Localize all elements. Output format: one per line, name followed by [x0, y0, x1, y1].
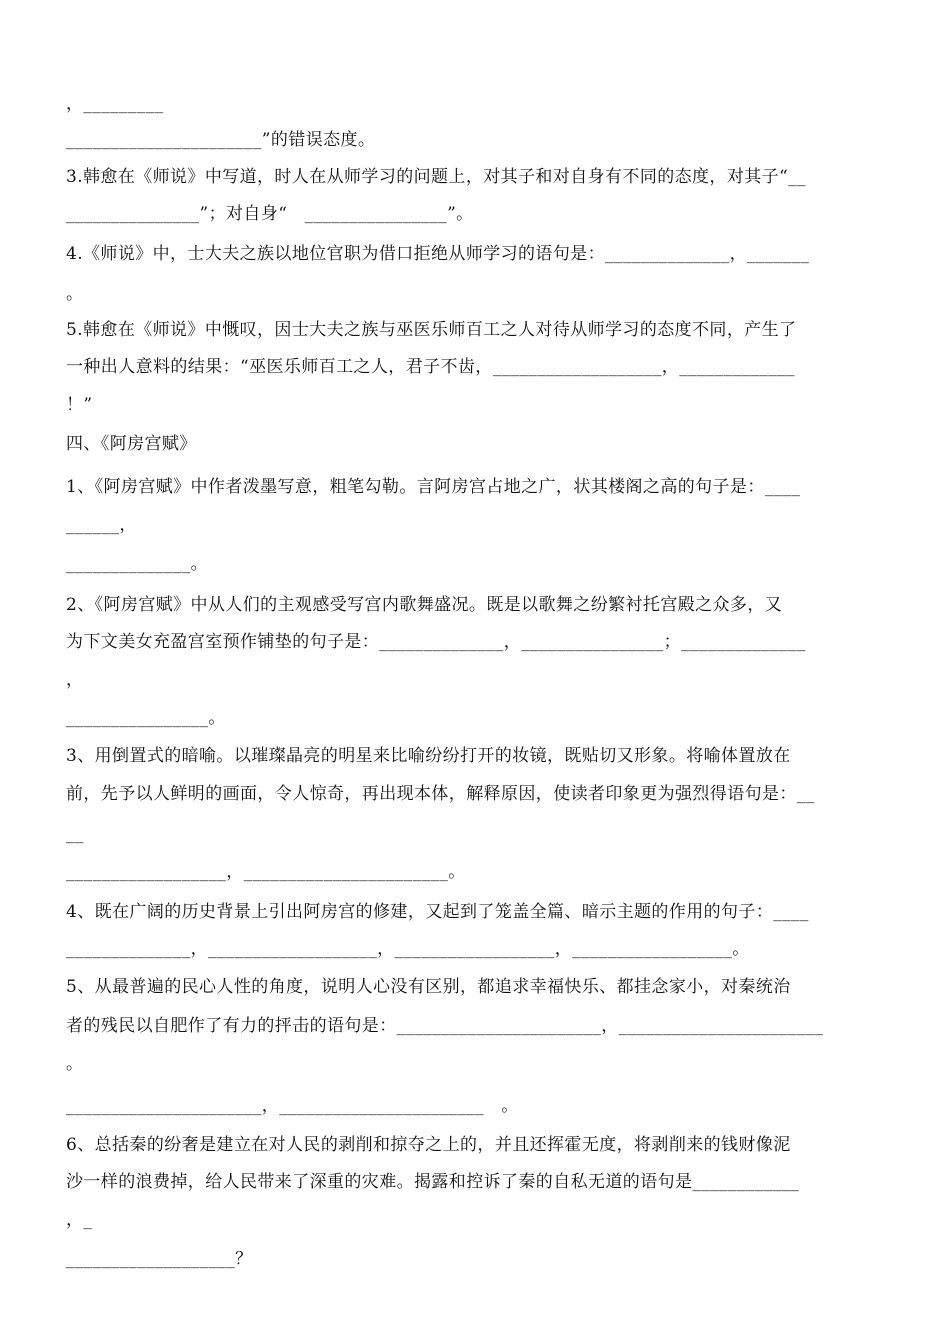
text-line: 5.韩愈在《师说》中慨叹，因士大夫之族与巫医乐师百工之人对待从师学习的态度不同，产生了: [66, 320, 797, 340]
text-line: ___________________？: [66, 1249, 253, 1269]
text-line: 4、既在广阔的历史背景上引出阿房宫的修建，又起到了笼盖全篇、暗示主题的作用的句子：____: [66, 902, 809, 922]
text-line: 5、从最普遍的民心人性的角度，说明人心没有区别，都追求幸福快乐、都挂念家小，对秦统治: [66, 977, 791, 997]
text-line: _______________”；对自身“ ________________”。: [66, 204, 474, 224]
text-line: ，_: [66, 1210, 93, 1230]
text-line: ______________，___________________，__________________，__________________。: [66, 939, 750, 959]
text-line: ！”: [66, 395, 93, 415]
text-line: 。: [66, 1054, 84, 1074]
text-line: ________________。: [66, 708, 226, 728]
text-line: ，: [66, 670, 84, 690]
text-line: ______________。: [66, 554, 208, 574]
text-line: 者的残民以自肥作了有力的抨击的语句是：_______________________，_______________________: [66, 1016, 824, 1036]
text-line: ，_________: [66, 94, 164, 114]
text-line: 沙一样的浪费掉，给人民带来了深重的灾难。揭露和控诉了秦的自私无道的语句是____________: [66, 1172, 800, 1192]
text-line: 1、《阿房宫赋》中作者泼墨写意，粗笔勾勒。言阿房宫占地之广，状其楼阁之高的句子是：____: [66, 477, 801, 497]
text-line: 为下文美女充盈宫室预作铺垫的句子是：______________，________________；______________: [66, 632, 806, 652]
text-line: ______，: [66, 515, 137, 535]
text-line: 3.韩愈在《师说》中写道，时人在从师学习的问题上，对其子和对自身有不同的态度，对其子“__: [66, 167, 806, 187]
text-line: 2、《阿房宫赋》中从人们的主观感受写宫内歌舞盛况。既是以歌舞之纷繁衬托宫殿之众多，又: [66, 595, 783, 615]
text-line: 6、总括秦的纷奢是建立在对人民的剥削和掠夺之上的，并且还挥霍无度，将剥削来的钱财像泥: [66, 1135, 791, 1155]
text-line: 一种出人意料的结果：“巫医乐师百工之人，君子不齿，___________________，_____________: [66, 357, 795, 377]
text-line: ______________________”的错误态度。: [66, 130, 376, 150]
text-line: __: [66, 824, 84, 844]
text-line: 4.《师说》中，士大夫之族以地位官职为借口拒绝从师学习的语句是：______________，_______: [66, 244, 810, 264]
text-line: 。: [66, 284, 84, 304]
text-line: 3、用倒置式的暗喻。以璀璨晶亮的明星来比喻纷纷打开的妆镜，既贴切又形象。将喻体置放在: [66, 746, 791, 766]
text-line: __________________，_______________________。: [66, 862, 466, 882]
text-line: 前，先予以人鲜明的画面，令人惊奇，再出现本体，解释原因，使读者印象更为强烈得语句是：__: [66, 784, 815, 804]
text-line: 四、《阿房宫赋》: [66, 434, 197, 454]
text-line: ______________________，_______________________ 。: [66, 1096, 519, 1116]
